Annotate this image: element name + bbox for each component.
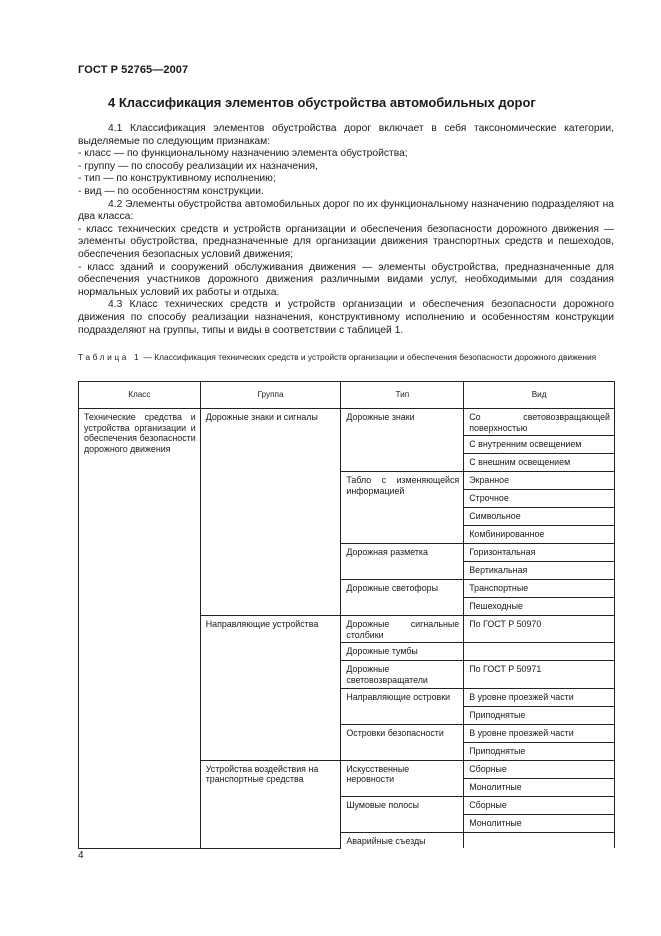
type-cell: Дорожные тумбы bbox=[341, 643, 464, 661]
kind-cell: Монолитные bbox=[464, 814, 615, 832]
kind-cell: По ГОСТ Р 50970 bbox=[464, 616, 615, 643]
type-cell: Дорожные световозвращатели bbox=[341, 661, 464, 688]
table-caption bbox=[78, 352, 614, 363]
list-item: - группу — по способу реализации их назначения, bbox=[78, 160, 318, 172]
group-cell: Устройства воздействия на транспортные средства bbox=[200, 760, 341, 848]
kind-cell: Монолитные bbox=[464, 778, 615, 796]
kind-cell bbox=[464, 643, 615, 661]
column-header-type: Тип bbox=[341, 382, 464, 409]
kind-cell: Комбинированное bbox=[464, 526, 615, 544]
type-cell: Направляющие островки bbox=[341, 688, 464, 724]
kind-cell: Экранное bbox=[464, 472, 615, 490]
kind-cell: Сборные bbox=[464, 760, 615, 778]
type-cell: Дорожные знаки bbox=[341, 409, 464, 472]
type-cell: Шумовые полосы bbox=[341, 796, 464, 832]
kind-cell: Транспортные bbox=[464, 580, 615, 598]
kind-cell bbox=[464, 832, 615, 848]
table-header-row bbox=[79, 382, 615, 409]
list-item: - класс — по функциональному назначению элемента обустройства; bbox=[78, 148, 408, 160]
section-title: 4 Классификация элементов обустройства автомобильных дорог bbox=[108, 95, 536, 110]
table-caption-label: Таблица 1 bbox=[78, 352, 142, 362]
kind-cell: С внутренним освещением bbox=[464, 436, 615, 454]
type-cell: Островки безопасности bbox=[341, 724, 464, 760]
kind-cell: В уровне проезжей части bbox=[464, 688, 615, 706]
body-text bbox=[78, 123, 614, 337]
type-cell: Табло с изменяющейся информацией bbox=[341, 472, 464, 544]
class-cell: Технические средства и устройства организации и обеспечения безопасности дорожного движения bbox=[79, 409, 201, 849]
type-cell: Дорожные сигнальные столбики bbox=[341, 616, 464, 643]
document-header: ГОСТ Р 52765—2007 bbox=[78, 64, 189, 76]
kind-cell: Со световозвращающей поверхностью bbox=[464, 409, 615, 436]
kind-cell: С внешним освещением bbox=[464, 454, 615, 472]
kind-cell: Строчное bbox=[464, 490, 615, 508]
list-item: - вид — по особенностям конструкции. bbox=[78, 185, 264, 197]
column-header-group: Группа bbox=[200, 382, 341, 409]
kind-cell: По ГОСТ Р 50971 bbox=[464, 661, 615, 688]
type-cell: Аварийные съезды bbox=[341, 832, 464, 848]
kind-cell: Приподнятые bbox=[464, 742, 615, 760]
kind-cell: Горизонтальная bbox=[464, 544, 615, 562]
column-header-kind: Вид bbox=[464, 382, 615, 409]
list-item: - класс зданий и сооружений обслуживания движения — элементы обустройства, предназначенные для обеспечения участников дорожного движения различными видами услуг, необходимыми для создания нормальных условий их работы и отдыха. bbox=[78, 261, 614, 298]
type-cell: Дорожная разметка bbox=[341, 544, 464, 580]
type-cell: Дорожные светофоры bbox=[341, 580, 464, 616]
type-cell: Искусственные неровности bbox=[341, 760, 464, 796]
table-caption-text: — Классификация технических средств и устройств организации и обеспечения безопасности дорожного движения bbox=[141, 352, 597, 362]
kind-cell: Приподнятые bbox=[464, 706, 615, 724]
classification-table bbox=[78, 381, 615, 849]
kind-cell: Вертикальная bbox=[464, 562, 615, 580]
group-cell: Дорожные знаки и сигналы bbox=[200, 409, 341, 616]
kind-cell: В уровне проезжей части bbox=[464, 724, 615, 742]
kind-cell: Пешеходные bbox=[464, 598, 615, 616]
group-cell: Направляющие устройства bbox=[200, 616, 341, 760]
paragraph: 4.3 Класс технических средств и устройств организации и обеспечения безопасности дорожного движения по способу реализации назначения, конструктивному исполнению и особенностям конструкции подразделяют на группы, типы и виды в соответствии с таблицей 1. bbox=[78, 299, 614, 336]
column-header-class: Класс bbox=[79, 382, 201, 409]
page-number: 4 bbox=[78, 850, 84, 861]
table-row bbox=[79, 409, 615, 436]
kind-cell: Символьное bbox=[464, 508, 615, 526]
list-item: - класс технических средств и устройств организации и обеспечения безопасности дорожного движения — элементы обустройства, предназначенные для организации движения транспортных средств и пешеходов, обеспечения безопасных условий движения; bbox=[78, 223, 614, 260]
list-item: - тип — по конструктивному исполнению; bbox=[78, 173, 276, 185]
kind-cell: Сборные bbox=[464, 796, 615, 814]
paragraph: 4.2 Элементы обустройства автомобильных дорог по их функциональному назначению подразделяют на два класса: bbox=[78, 198, 614, 223]
paragraph: 4.1 Классификация элементов обустройства дорог включает в себя таксономические категории, выделяемые по следующим признакам: bbox=[78, 123, 614, 147]
